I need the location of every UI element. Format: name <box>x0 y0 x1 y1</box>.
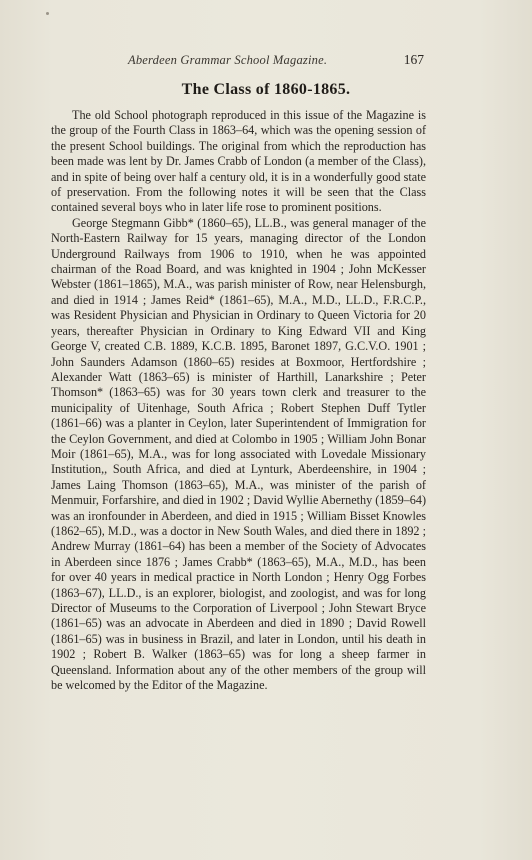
page-speck <box>46 12 49 15</box>
article-body <box>51 108 426 693</box>
article-title: The Class of 1860-1865. <box>181 81 351 98</box>
paragraph-intro: The old School photograph reproduced in this issue of the Magazine is the group of the Fourth Class in 1863–64, which was the opening session of the present School buildings. The original from which the reproduction has been made was lent by Dr. James Crabb of London (a member of the Class), and in spite of being over half a century old, it is in a wonderfully good state of preservation. From the following notes it will be seen that the Class contained several boys who in later life rose to prominent positions. <box>51 108 426 215</box>
page-header <box>128 53 424 71</box>
running-head: Aberdeen Grammar School Magazine. <box>128 53 328 67</box>
page-number: 167 <box>403 52 424 67</box>
paragraph-class-notes: George Stegmann Gibb* (1860–65), LL.B., was general manager of the North-Eastern Railway for 15 years, managing director of the London Underground Railways from 1906 to 1910, when he was appointed chairman of the Road Board, and was knighted in 1904 ; John McKesser Webster (1861–1865), M.A., was parish minister of Row, near Helensburgh, and died in 1914 ; James Reid* (1861–65), M.A., M.D., LL.D., F.R.C.P., was Resident Physician and Physician in Ordinary to Queen Victoria for 20 years, thereafter Physician in Ordinary to King Edward VII and King George V, created C.B. 1889, K.C.B. 1895, Baronet 1897, G.C.V.O. 1901 ; John Saunders Adamson (1860–65) resides at Boxmoor, Hertfordshire ; Alexander Watt (1863–65) is minister of Harthill, Lanarkshire ; Peter Thomson* (1863–65) was for 30 years town clerk and treasurer to the municipality of Uitenhage, South Africa ; Robert Stephen Duff Tytler (1861–66) was a planter in Ceylon, later Superintendent of Immigration for the Ceylon Government, and died at Colombo in 1905 ; William John Bonar Moir (1861–65), M.A., was for long associated with Lovedale Missionary Institution,, South Africa, and died at Lynturk, Aberdeenshire, in 1904 ; James Laing Thomson (1863–65), M.A., was minister of the parish of Menmuir, Forfarshire, and died in 1902 ; David Wyllie Abernethy (1859–64) was an ironfounder in Aberdeen, and died in 1915 ; William Bisset Knowles (1862–65), M.D., was a doctor in New South Wales, and died there in 1892 ; Andrew Murray (1861–64) has been a member of the Society of Advocates in Aberdeen since 1876 ; James Crabb* (1863–65), M.A., M.D., has been for over 40 years in medical practice in North London ; Henry Ogg Forbes (1863–67), LL.D., is an explorer, biologist, and zoologist, and was for long Director of Museums to the Corporation of Liverpool ; John Stewart Bryce (1861–65) was an advocate in Aberdeen and died in 1890 ; David Rowell (1861–65) was in business in Brazil, and later in London, until his death in 1902 ; Robert B. Walker (1863–65) was for long a sheep farmer in Queensland. Information about any of the other members of the group will be welcomed by the Editor of the Magazine. <box>51 215 426 693</box>
